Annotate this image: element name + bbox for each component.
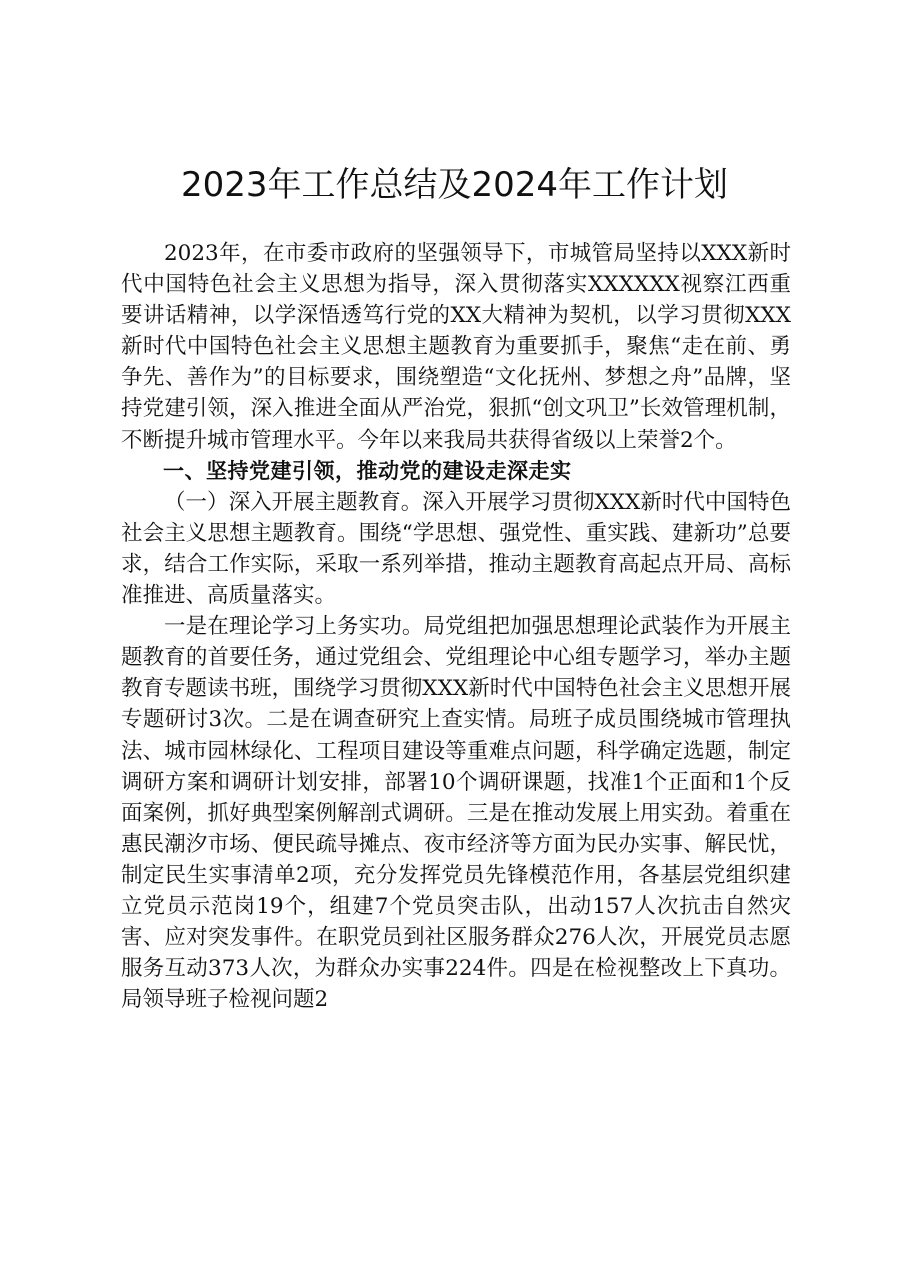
section-heading-1: 一、坚持党建引领，推动党的建设走深走实 bbox=[163, 458, 572, 483]
intro-paragraph: 2023年，在市委市政府的坚强领导下，市城管局坚持以XXX新时代中国特色社会主义思想为指导，深入贯彻落实XXXXXX视察江西重要讲话精神，以学深悟透笃行党的XX大精神为契机，以学习贯彻XXX新时代中国特色社会主义思想主题教育为重要抓手，聚焦“走在前、勇争先、善作为”的目标要求，围绕塑造“文化抚州、梦想之舟”品牌，坚持党建引领，深入推进全面从严治党，狠抓“创文巩卫”长效管理机制，不断提升城市管理水平。今年以来我局共获得省级以上荣誉2个。 bbox=[121, 241, 791, 453]
subsection-paragraph-1: （一）深入开展主题教育。深入开展学习贯彻XXX新时代中国特色社会主义思想主题教育。围绕“学思想、强党性、重实践、建新功”总要求，结合工作实际，采取一系列举措，推动主题教育高起点开局、高标准推进、高质量落实。 bbox=[121, 489, 791, 609]
document-body bbox=[121, 238, 791, 1015]
document-title: 2023年工作总结及2024年工作计划 bbox=[180, 165, 729, 205]
detail-paragraph: 一是在理论学习上务实功。局党组把加强思想理论武装作为开展主题教育的首要任务，通过党组会、党组理论中心组专题学习，举办主题教育专题读书班，围绕学习贯彻XXX新时代中国特色社会主义思想开展专题研讨3次。二是在调查研究上查实情。局班子成员围绕城市管理执法、城市园林绿化、工程项目建设等重难点问题，科学确定选题，制定调研方案和调研计划安排，部署10个调研课题，找准1个正面和1个反面案例，抓好典型案例解剖式调研。三是在推动发展上用实劲。着重在惠民潮汐市场、便民疏导摊点、夜市经济等方面为民办实事、解民忧，制定民生实事清单2项，充分发挥党员先锋模范作用，各基层党组织建立党员示范岗19个，组建7个党员突击队，出动157人次抗击自然灾害、应对突发事件。在职党员到社区服务群众276人次，开展党员志愿服务互动373人次，为群众办实事224件。四是在检视整改上下真功。局领导班子检视问题2 bbox=[121, 614, 791, 1013]
